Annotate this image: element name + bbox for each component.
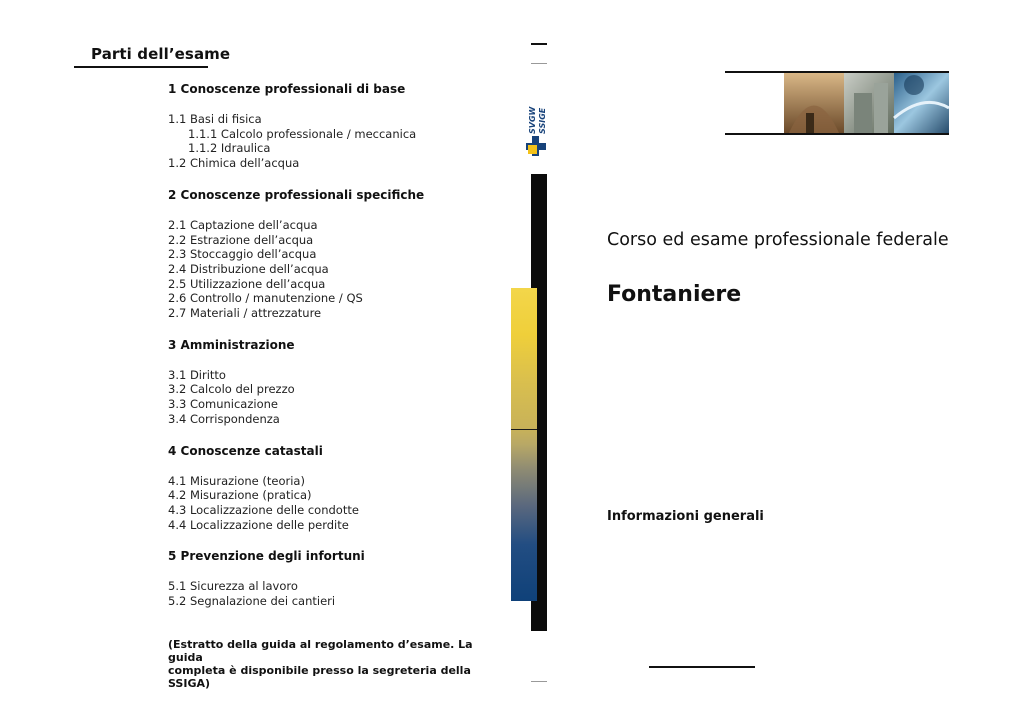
exam-section	[168, 549, 508, 608]
footnote-line-2: completa è disponibile presso la segreteria della SSIGA)	[168, 664, 471, 690]
section-gap	[168, 171, 508, 188]
page-title: Parti dell’esame	[91, 45, 231, 63]
section-heading: 5 Prevenzione degli infortuni	[168, 549, 365, 564]
list-item: 4.2 Misurazione (pratica)	[168, 488, 312, 503]
section-items	[168, 368, 508, 427]
footnote-line-1: (Estratto della guida al regolamento d’esame. La guida	[168, 638, 473, 664]
list-item: 2.4 Distribuzione dell’acqua	[168, 261, 329, 276]
water-collage-photo-icon	[784, 73, 949, 133]
list-item: 2.7 Materiali / attrezzature	[168, 306, 322, 321]
section-heading: 1 Conoscenze professionali di base	[168, 82, 406, 96]
list-item: 4.1 Misurazione (teoria)	[168, 473, 305, 488]
list-item: 2.1 Captazione dell’acqua	[168, 217, 318, 232]
list-item: 3.1 Diritto	[168, 367, 226, 382]
list-item: 4.3 Localizzazione delle condotte	[168, 502, 359, 517]
spine-tick-bottom	[531, 681, 547, 682]
section-gap	[168, 427, 508, 444]
list-item: 2.2 Estrazione dell’acqua	[168, 232, 314, 247]
list-item: 3.4 Corrispondenza	[168, 411, 280, 426]
spine-color-gradient	[511, 288, 537, 601]
section-items	[168, 579, 508, 608]
exam-section	[168, 338, 508, 427]
bottom-rule	[649, 666, 755, 668]
list-item: 1.1.2 Idraulica	[188, 141, 271, 156]
list-item: 1.1.1 Calcolo professionale / meccanica	[188, 126, 417, 141]
spine-tick-top	[531, 43, 547, 45]
footnote	[168, 638, 498, 690]
spine-tick	[531, 63, 547, 64]
section-heading: 4 Conoscenze catastali	[168, 443, 323, 458]
section-heading: 2 Conoscenze professionali specifiche	[168, 187, 425, 202]
list-item: 3.3 Comunicazione	[168, 397, 278, 412]
section-gap	[168, 321, 508, 338]
list-item: 5.1 Sicurezza al lavoro	[168, 579, 298, 594]
list-item: 1.1 Basi di fisica	[168, 112, 262, 126]
list-item: 2.3 Stoccaggio dell’acqua	[168, 247, 317, 262]
list-item: 2.6 Controllo / manutenzione / QS	[168, 291, 363, 306]
list-item: 1.2 Chimica dell’acqua	[168, 156, 300, 171]
section-gap	[168, 532, 508, 549]
list-item: 2.5 Utilizzazione dell’acqua	[168, 276, 326, 291]
section-items	[168, 218, 508, 321]
exam-section	[168, 82, 508, 171]
photo-bottom-rule	[725, 133, 949, 135]
exam-section	[168, 188, 508, 321]
logo-text-ssige: SSIGE	[538, 107, 547, 134]
list-item: 5.2 Segnalazione dei cantieri	[168, 594, 336, 609]
course-subtitle: Corso ed esame professionale federale	[607, 230, 949, 250]
section-items	[168, 474, 508, 533]
spine-divider	[511, 429, 537, 430]
general-info-heading: Informazioni generali	[607, 509, 764, 524]
title-underline	[74, 66, 208, 68]
section-heading: 3 Amministrazione	[168, 337, 295, 352]
list-item: 4.4 Localizzazione delle perdite	[168, 517, 349, 532]
ssige-cross-logo-icon	[524, 100, 550, 158]
course-title: Fontaniere	[607, 282, 742, 307]
list-item: 3.2 Calcolo del prezzo	[168, 382, 295, 397]
section-items	[168, 112, 508, 171]
logo-text-svgw: SVGW	[528, 106, 537, 134]
exam-section	[168, 444, 508, 533]
exam-parts-list	[168, 82, 508, 609]
